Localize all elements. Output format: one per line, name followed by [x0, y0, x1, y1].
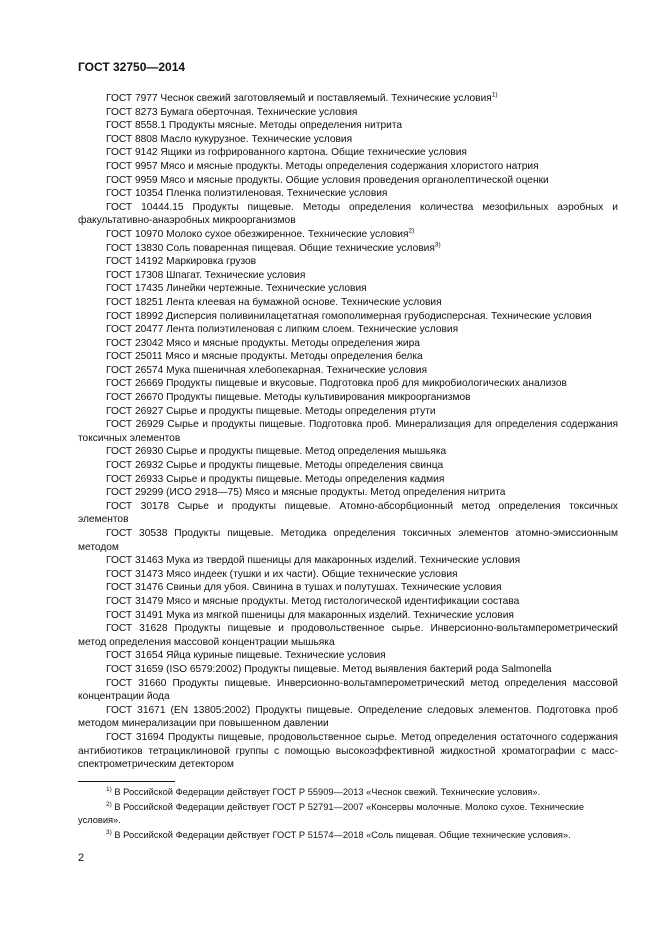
reference-text: ГОСТ 31491 Мука из мягкой пшеницы для макаронных изделий. Технические условия [106, 609, 514, 621]
reference-item [78, 133, 618, 147]
reference-item [78, 323, 618, 337]
reference-item [78, 119, 618, 133]
normative-references-list [78, 92, 618, 772]
footnote-item [78, 786, 618, 799]
reference-item [78, 554, 618, 568]
reference-text: ГОСТ 26933 Сырье и продукты пищевые. Методы определения кадмия [106, 473, 445, 485]
reference-text: ГОСТ 20477 Лента полиэтиленовая с липким слоем. Технические условия [106, 324, 459, 336]
reference-text: ГОСТ 30538 Продукты пищевые. Методика определения токсичных элементов атомно-эмиссионным методом [78, 528, 618, 553]
reference-item [78, 663, 618, 677]
reference-item [78, 473, 618, 487]
reference-text: ГОСТ 31479 Мясо и мясные продукты. Метод гистологической идентификации состава [106, 595, 520, 607]
reference-text: ГОСТ 25011 Мясо и мясные продукты. Методы определения белка [106, 351, 423, 363]
reference-text: ГОСТ 26930 Сырье и продукты пищевые. Метод определения мышьяка [106, 446, 447, 458]
footnote-mark: 1) [106, 785, 112, 793]
footnote-marker: 2) [408, 227, 415, 235]
reference-text: ГОСТ 8558.1 Продукты мясные. Методы определения нитрита [106, 120, 403, 132]
reference-item [78, 160, 618, 174]
reference-text: ГОСТ 30178 Сырье и продукты пищевые. Атомно-абсорбционный метод определения токсичных элементов [78, 500, 618, 526]
reference-text: ГОСТ 26670 Продукты пищевые. Методы культивирования микроорганизмов [106, 392, 471, 404]
reference-text: ГОСТ 8808 Масло кукурузное. Технические условия [106, 133, 353, 145]
reference-item [78, 228, 618, 242]
footnote-item [78, 801, 618, 827]
reference-item [78, 704, 618, 731]
reference-item [78, 296, 618, 310]
reference-item [78, 445, 618, 459]
footnote-marker: 3) [434, 241, 441, 249]
reference-item [78, 595, 618, 609]
footnote-item [78, 829, 618, 842]
reference-item [78, 527, 618, 554]
reference-item [78, 174, 618, 188]
reference-item [78, 500, 618, 527]
reference-text: ГОСТ 31473 Мясо индеек (тушки и их части). Общие технические условия [106, 568, 458, 580]
reference-text: ГОСТ 26574 Мука пшеничная хлебопекарная. Технические условия [106, 364, 427, 376]
reference-item [78, 255, 618, 269]
reference-text: ГОСТ 26927 Сырье и продукты пищевые. Методы определения ртути [106, 405, 436, 417]
reference-item [78, 731, 618, 772]
reference-item [78, 568, 618, 582]
reference-item [78, 106, 618, 120]
reference-text: ГОСТ 31671 (EN 13805:2002) Продукты пищевые. Определение следовых элементов. Подготовка проб методом минерализации при повышенном давлении [78, 704, 618, 730]
reference-item [78, 187, 618, 201]
reference-item [78, 609, 618, 623]
reference-text: ГОСТ 29299 (ИСО 2918—75) Мясо и мясные продукты. Метод определения нитрита [106, 487, 506, 499]
footnote-text: В Российской Федерации действует ГОСТ Р 55909—2013 «Чеснок свежий. Технические условия». [114, 787, 541, 797]
document-header: ГОСТ 32750—2014 [78, 60, 186, 74]
reference-item [78, 391, 618, 405]
reference-item [78, 649, 618, 663]
reference-item [78, 377, 618, 391]
reference-text: ГОСТ 18992 Дисперсия поливинилацетатная гомополимерная грубодисперсная. Технические условия [106, 310, 592, 322]
reference-item [78, 486, 618, 500]
reference-item [78, 364, 618, 378]
reference-text: ГОСТ 8273 Бумага оберточная. Технические условия [106, 106, 358, 118]
reference-text: ГОСТ 26929 Сырье и продукты пищевые. Подготовка проб. Минерализация для определения содержания токсичных элементов [78, 419, 618, 444]
footnote-divider [78, 781, 175, 782]
reference-item [78, 201, 618, 228]
reference-text: ГОСТ 18251 Лента клеевая на бумажной основе. Технические условия [106, 296, 442, 308]
reference-item [78, 622, 618, 649]
reference-text: ГОСТ 10970 Молоко сухое обезжиренное. Технические условия [106, 228, 409, 240]
footnote-marker: 1) [491, 91, 498, 99]
reference-item [78, 418, 618, 445]
reference-item [78, 282, 618, 296]
reference-text: ГОСТ 7977 Чеснок свежий заготовляемый и поставляемый. Технические условия [106, 93, 492, 104]
reference-item [78, 337, 618, 351]
reference-item [78, 350, 618, 364]
reference-text: ГОСТ 31628 Продукты пищевые и продовольственное сырье. Инверсионно-вольтамперометрический метод определения массовой концентрации мышьяка [78, 623, 618, 648]
reference-item [78, 581, 618, 595]
reference-item [78, 146, 618, 160]
reference-item [78, 92, 618, 106]
reference-text: ГОСТ 31694 Продукты пищевые, продовольственное сырье. Метод определения остаточного содержания антибиотиков тетрациклиновой группы с помощью высокоэффективной жидкостной хроматографии с масс-спектрометрическим детектором [78, 731, 618, 771]
reference-text: ГОСТ 9959 Мясо и мясные продукты. Общие условия проведения органолептической оценки [106, 174, 549, 186]
reference-text: ГОСТ 14192 Маркировка грузов [106, 256, 257, 268]
reference-text: ГОСТ 26932 Сырье и продукты пищевые. Методы определения свинца [106, 460, 444, 472]
footnote-text: В Российской Федерации действует ГОСТ Р 52791—2007 «Консервы молочные. Молоко сухое. Технические условия». [78, 802, 585, 825]
page-number: 2 [78, 852, 85, 864]
reference-text: ГОСТ 17308 Шпагат. Технические условия [106, 269, 306, 281]
reference-item [78, 310, 618, 324]
reference-text: ГОСТ 23042 Мясо и мясные продукты. Методы определения жира [106, 337, 420, 349]
footnotes [78, 786, 618, 844]
reference-item [78, 677, 618, 704]
reference-text: ГОСТ 31659 (ISO 6579:2002) Продукты пищевые. Метод выявления бактерий рода Salmonella [106, 663, 552, 675]
footnote-text: В Российской Федерации действует ГОСТ Р 51574—2018 «Соль пищевая. Общие технические условия». [114, 830, 571, 840]
reference-text: ГОСТ 9957 Мясо и мясные продукты. Методы определения содержания хлористого натрия [106, 160, 539, 172]
reference-text: ГОСТ 31476 Свиньи для убоя. Свинина в тушах и полутушах. Технические условия [106, 582, 502, 594]
reference-item [78, 459, 618, 473]
reference-text: ГОСТ 9142 Ящики из гофрированного картона. Общие технические условия [106, 147, 467, 159]
footnote-mark: 3) [106, 828, 112, 836]
reference-text: ГОСТ 10354 Пленка полиэтиленовая. Технические условия [106, 188, 388, 200]
reference-text: ГОСТ 13830 Соль поваренная пищевая. Общие технические условия [106, 242, 435, 254]
reference-text: ГОСТ 10444.15 Продукты пищевые. Методы определения количества мезофильных аэробных и факультативно-анаэробных микроорганизмов [78, 201, 618, 227]
reference-text: ГОСТ 31463 Мука из твердой пшеницы для макаронных изделий. Технические условия [106, 555, 521, 567]
reference-text: ГОСТ 17435 Линейки чертежные. Технические условия [106, 283, 367, 295]
footnote-mark: 2) [106, 800, 112, 808]
reference-text: ГОСТ 26669 Продукты пищевые и вкусовые. Подготовка проб для микробиологических анализов [106, 378, 567, 390]
reference-item [78, 242, 618, 256]
reference-item [78, 269, 618, 283]
reference-text: ГОСТ 31660 Продукты пищевые. Инверсионно-вольтамперометрический метод определения массовой концентрации йода [78, 677, 618, 703]
reference-text: ГОСТ 31654 Яйца куриные пищевые. Технические условия [106, 650, 386, 662]
reference-item [78, 405, 618, 419]
